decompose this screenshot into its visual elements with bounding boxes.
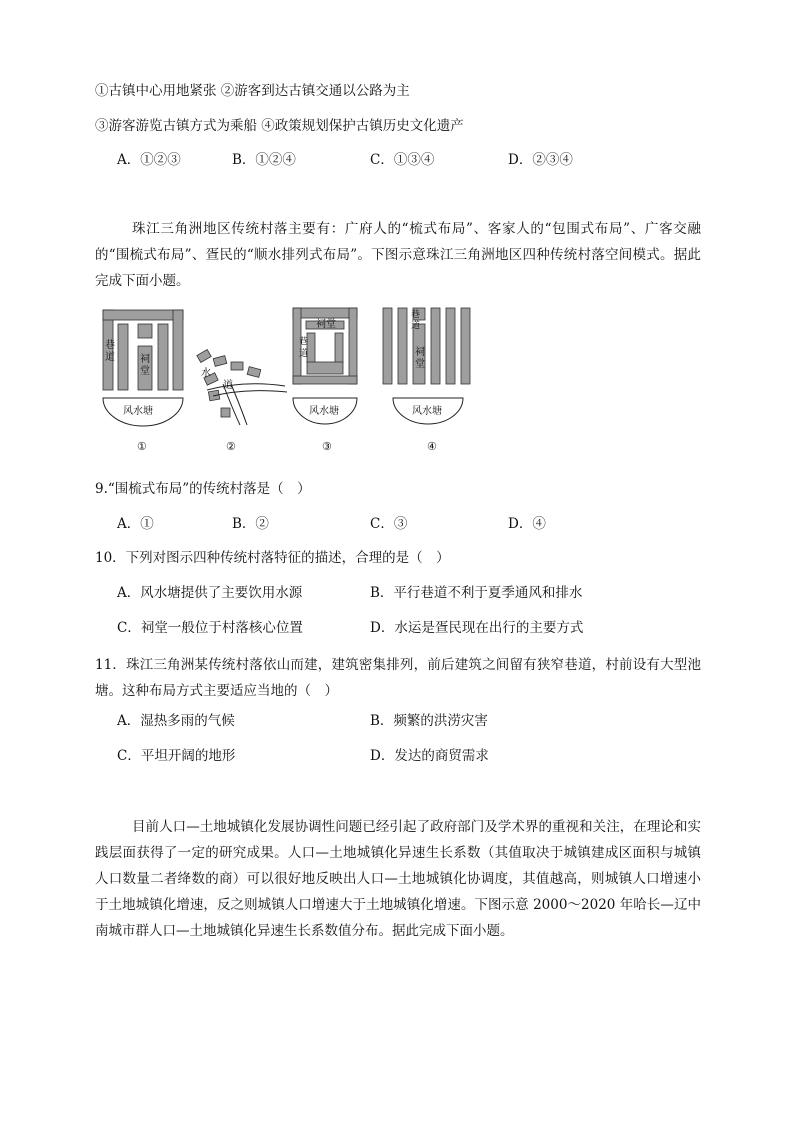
panel-number-3: ③ xyxy=(322,440,332,453)
label-pond-4: 风水塘 xyxy=(412,406,442,417)
label-pond-1: 风水塘 xyxy=(123,406,153,417)
panel-number-4: ④ xyxy=(427,440,437,453)
label-citang-4a: 祠 xyxy=(415,347,425,358)
label-citang-1a: 祠 xyxy=(140,354,150,365)
q11-option-c: C．平坦开阔的地形 xyxy=(117,748,236,764)
label-citang-1b: 堂 xyxy=(140,366,150,377)
q9-option-d: D．④ xyxy=(508,516,546,532)
label-xiangdao-1b: 道 xyxy=(105,352,115,363)
panel-number-1: ① xyxy=(137,440,147,453)
q9-option-b: B．② xyxy=(232,516,269,532)
panel-1-buildings xyxy=(103,310,183,390)
statement-line-2: ③游客游览古镇方式为乘船 ④政策规划保护古镇历史文化遗产 xyxy=(95,118,464,134)
prev-option-a: A．①②③ xyxy=(117,152,181,168)
label-xiangdao-3b: 道 xyxy=(299,349,309,359)
q11-option-d: D．发达的商贸需求 xyxy=(370,748,489,764)
q11-stem: 11．珠江三角洲某传统村落依山而建，建筑密集排列，前后建筑之间留有狭窄巷道，村前设有大型池塘。这种布局方式主要适应当地的（ ） xyxy=(95,657,701,699)
label-shui: 水 xyxy=(201,368,211,379)
statement-line-1: ①古镇中心用地紧张 ②游客到达古镇交通以公路为主 xyxy=(95,83,410,99)
q10-stem: 10．下列对图示四种传统村落特征的描述，合理的是（ ） xyxy=(95,550,450,566)
label-citang-3: 祠堂 xyxy=(316,319,336,330)
passage-1: 珠江三角洲地区传统村落主要有：广府人的“梳式布局”、客家人的“包围式布局”、广客交融的“围梳式布局”、疍民的“顺水排列式布局”。下图示意珠江三角洲地区四种传统村落空间模式。据此完成下面小题。 xyxy=(95,221,701,289)
q9-stem: 9.“围梳式布局”的传统村落是（ ） xyxy=(95,481,311,497)
label-citang-4b: 堂 xyxy=(415,359,425,370)
prev-option-c: C．①③④ xyxy=(370,152,435,168)
label-pond-3: 风水塘 xyxy=(309,406,339,417)
panel-4-buildings xyxy=(383,308,470,384)
label-xiangdao-1a: 巷 xyxy=(105,340,115,351)
q11-option-a: A．湿热多雨的气候 xyxy=(117,713,235,729)
label-xiangdao-4b: 道 xyxy=(411,321,421,331)
q10-option-c: C．祠堂一般位于村落核心位置 xyxy=(117,620,303,636)
prev-option-d: D．②③④ xyxy=(508,152,573,168)
q10-option-a: A．风水塘提供了主要饮用水源 xyxy=(117,585,303,601)
label-dao: 道 xyxy=(223,380,233,391)
label-xiangdao-3a: 巷 xyxy=(299,337,309,347)
q9-option-c: C．③ xyxy=(370,516,408,532)
passage-2: 目前人口—土地城镇化发展协调性问题已经引起了政府部门及学术界的重视和关注，在理论和实践层面获得了一定的研究成果。人口—土地城镇化异速生长系数（其值取决于城镇建成区面积与城镇人口数量二者绛数的商）可以很好地反映出人口—土地城镇化协调度，其值越高，则城镇人口增速小于土地城镇化增速，反之则城镇人口增速大于土地城镇化增速。下图示意 2000～2020 年哈长—辽中南城市群人口—土地城镇化异速生长系数值分布。据此完成下面小题。 xyxy=(95,819,701,939)
q9-option-a: A．① xyxy=(117,516,154,532)
village-layout-figure xyxy=(95,300,495,460)
prev-option-b: B．①②④ xyxy=(232,152,296,168)
q10-option-d: D．水运是疍民现在出行的主要方式 xyxy=(370,620,584,636)
q10-option-b: B．平行巷道不利于夏季通风和排水 xyxy=(370,585,583,601)
q11-option-b: B．频繁的洪涝灾害 xyxy=(370,713,488,729)
label-xiangdao-4a: 巷 xyxy=(411,310,421,320)
panel-number-2: ② xyxy=(226,440,236,453)
